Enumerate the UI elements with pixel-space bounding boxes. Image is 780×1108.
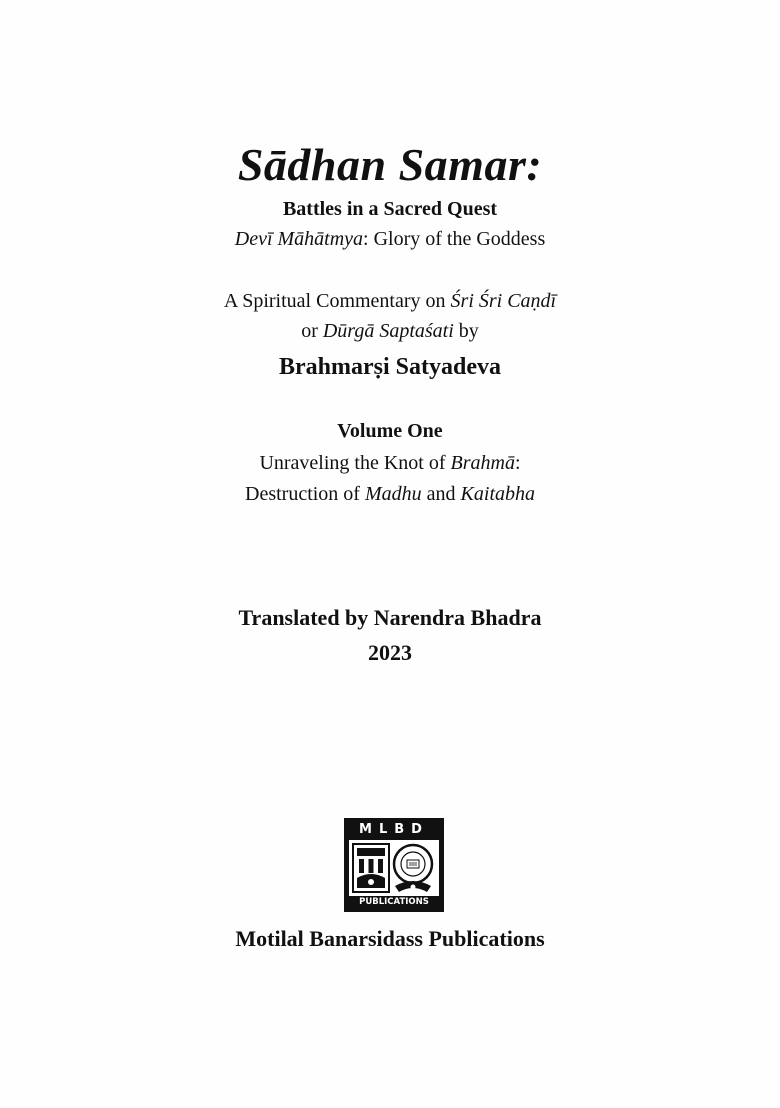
volume-line-2-italic-1: Madhu bbox=[364, 483, 422, 505]
commentary-line-1 bbox=[0, 290, 780, 313]
volume-line-1-post: : bbox=[514, 452, 521, 474]
translator-credit: Translated by Narendra Bhadra bbox=[238, 605, 542, 630]
volume-heading: Volume One bbox=[337, 420, 443, 442]
commentary-line-2-italic: Dūrgā Saptaśati bbox=[322, 320, 454, 342]
volume-line-1-italic: Brahmā bbox=[450, 452, 515, 474]
book-title: Sādhan Samar: bbox=[237, 139, 543, 190]
volume-subtitle-line-2 bbox=[0, 483, 780, 506]
commentary-line-2 bbox=[0, 320, 780, 343]
commentary-line-2-pre: or bbox=[301, 320, 323, 342]
volume-line-2-pre: Destruction of bbox=[245, 483, 365, 505]
volume-line-2-italic-2: Kaitabha bbox=[460, 483, 535, 505]
publisher-logo bbox=[344, 818, 444, 912]
logo-top-text: MLBD bbox=[359, 822, 429, 837]
logo-emblem-icon bbox=[349, 840, 439, 896]
publication-year: 2023 bbox=[368, 640, 412, 665]
logo-bottom-text: PUBLICATIONS bbox=[359, 897, 429, 907]
publisher-name: Motilal Banarsidass Publications bbox=[235, 926, 545, 951]
volume-subtitle-line-1 bbox=[0, 452, 780, 475]
logo-emblem bbox=[349, 840, 439, 896]
subtitle-rest-text: : Glory of the Goddess bbox=[363, 228, 546, 250]
subtitle-italic-text: Devī Māhātmya bbox=[234, 228, 364, 250]
author-name: Brahmarṣi Satyadeva bbox=[279, 354, 501, 380]
volume-line-1-pre: Unraveling the Knot of bbox=[259, 452, 451, 474]
commentary-line-1-italic: Śri Śri Caṇdī bbox=[450, 290, 557, 312]
book-subtitle-secondary bbox=[0, 228, 780, 251]
book-subtitle: Battles in a Sacred Quest bbox=[282, 198, 498, 220]
volume-line-2-mid: and bbox=[421, 483, 461, 505]
commentary-line-1-text: A Spiritual Commentary on bbox=[223, 290, 451, 312]
commentary-line-2-post: by bbox=[453, 320, 479, 342]
